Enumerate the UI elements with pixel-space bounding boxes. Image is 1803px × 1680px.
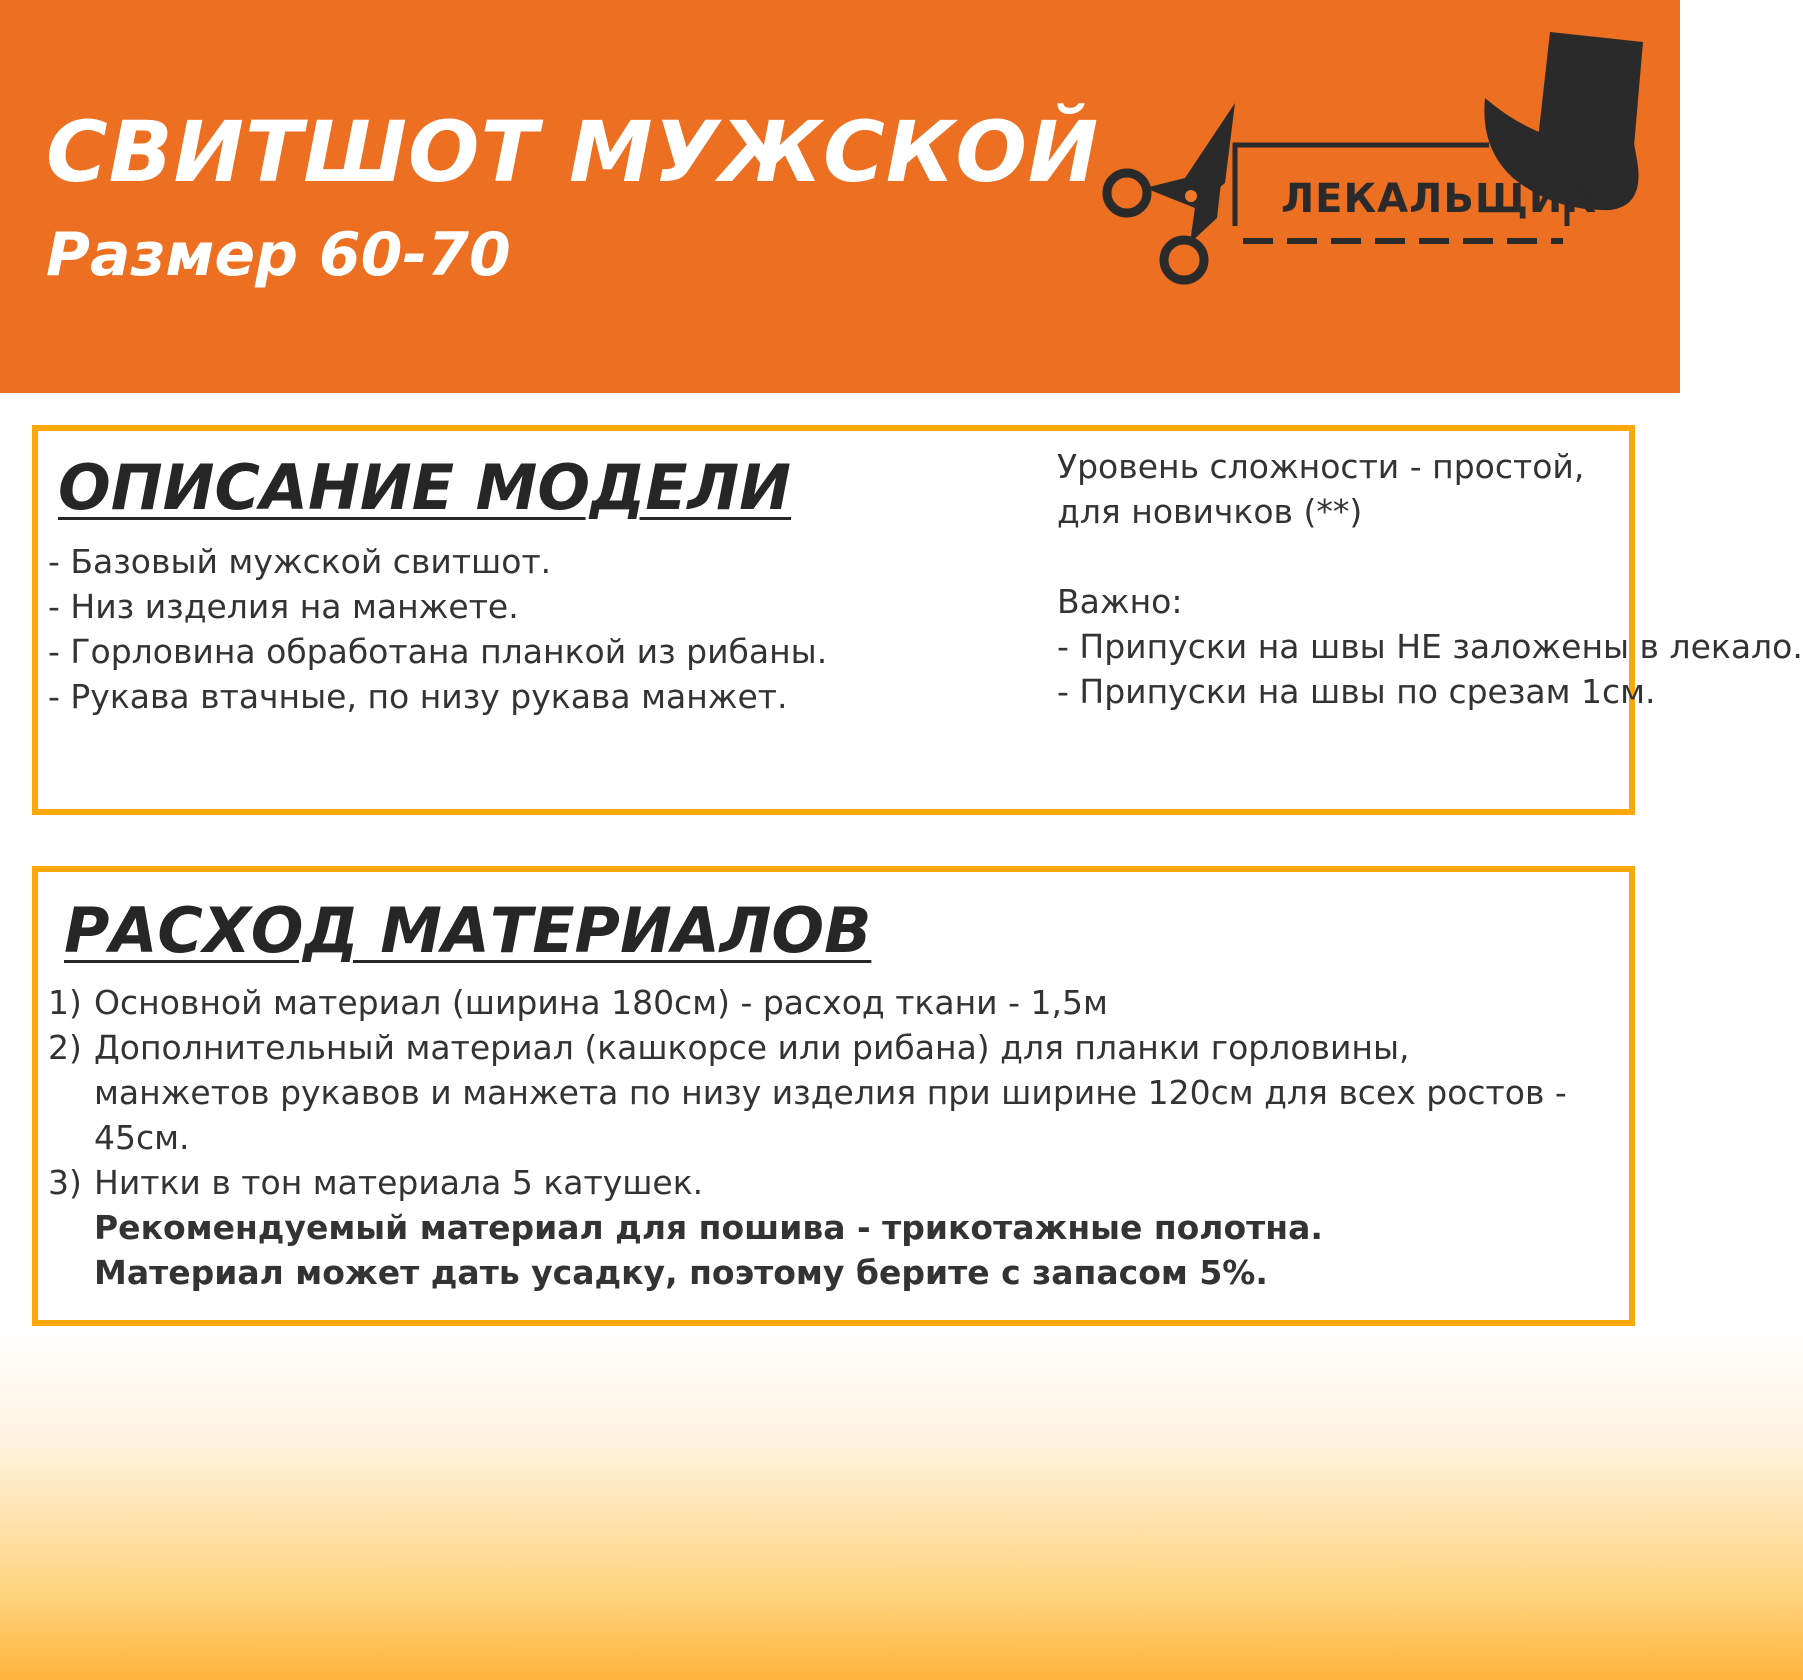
- materials-list: [48, 980, 1567, 1295]
- item-text: 45см.: [94, 1118, 190, 1157]
- materials-panel: [32, 866, 1635, 1326]
- list-item: - Горловина обработана планкой из рибаны.: [48, 632, 828, 671]
- difficulty-line: для новичков (**): [1057, 492, 1363, 531]
- list-item: [48, 1160, 1567, 1205]
- important-item: - Припуски на швы по срезам 1см.: [1057, 672, 1656, 711]
- item-number: 2): [48, 1028, 82, 1067]
- logo-text: ЛЕКАЛЬЩИК: [1280, 176, 1598, 222]
- item-text: Дополнительный материал (кашкорсе или рибана) для планки горловины,: [94, 1028, 1410, 1067]
- shrinkage-note: Материал может дать усадку, поэтому берите с запасом 5%.: [94, 1253, 1268, 1292]
- materials-heading: РАСХОД МАТЕРИАЛОВ: [64, 894, 872, 967]
- header-banner: [0, 0, 1680, 393]
- description-list: [48, 539, 827, 719]
- model-description-panel: [32, 425, 1803, 815]
- difficulty-notes: [1057, 444, 1803, 714]
- list-item: - Рукава втачные, по низу рукава манжет.: [48, 677, 788, 716]
- description-heading: ОПИСАНИЕ МОДЕЛИ: [58, 451, 792, 524]
- difficulty-line: Уровень сложности - простой,: [1057, 447, 1585, 486]
- item-text: Основной материал (ширина 180см) - расход ткани - 1,5м: [94, 983, 1108, 1022]
- list-item: - Низ изделия на манжете.: [48, 587, 519, 626]
- item-text: Нитки в тон материала 5 катушек.: [94, 1163, 704, 1202]
- recommendation-note: Рекомендуемый материал для пошива - трикотажные полотна.: [94, 1208, 1323, 1247]
- brand-logo: [1085, 28, 1650, 298]
- scissors-icon: [1107, 103, 1235, 280]
- important-label: Важно:: [1057, 582, 1183, 621]
- list-item: [48, 1025, 1567, 1160]
- important-item: - Припуски на швы НЕ заложены в лекало.: [1057, 627, 1803, 666]
- item-number: 3): [48, 1163, 82, 1202]
- page-title: СВИТШОТ МУЖСКОЙ: [46, 103, 1100, 201]
- item-text: манжетов рукавов и манжета по низу изделия при ширине 120см для всех ростов -: [94, 1073, 1567, 1112]
- item-number: 1): [48, 983, 82, 1022]
- size-subtitle: Размер 60-70: [46, 220, 511, 290]
- list-item: [48, 980, 1567, 1025]
- list-item: - Базовый мужской свитшот.: [48, 542, 552, 581]
